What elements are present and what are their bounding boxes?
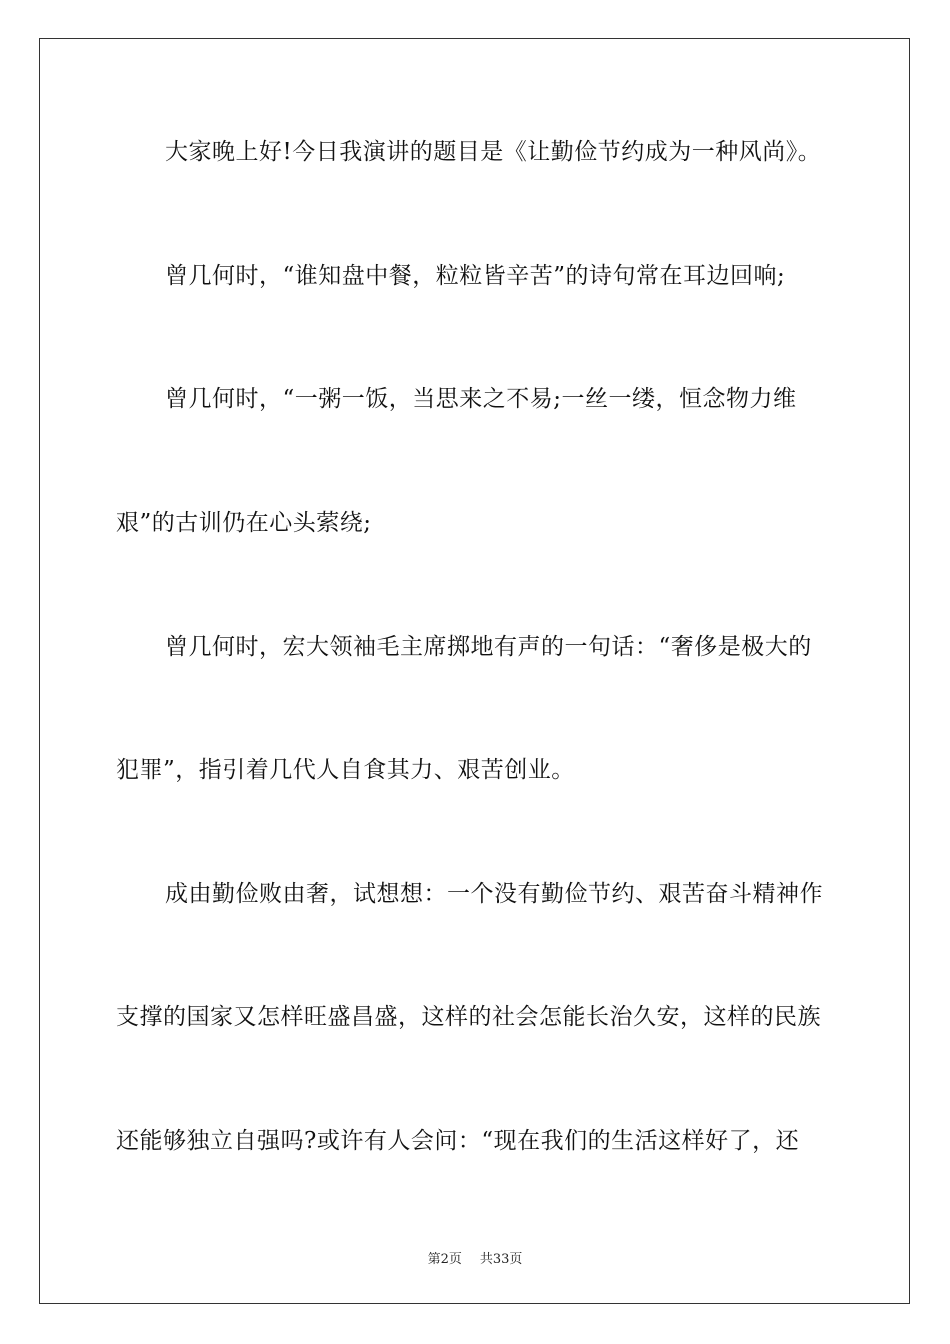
page-footer bbox=[0, 1248, 950, 1267]
paragraph-line-4: 艰”的古训仍在心头萦绕; bbox=[116, 510, 372, 536]
total-pages: 共33页 bbox=[479, 1252, 523, 1267]
page-border bbox=[39, 38, 910, 1304]
paragraph-line-8: 支撑的国家又怎样旺盛昌盛，这样的社会怎能长治久安，这样的民族 bbox=[116, 1004, 821, 1030]
paragraph-line-7: 成由勤俭败由奢，试想想：一个没有勤俭节约、艰苦奋斗精神作 bbox=[165, 881, 823, 907]
paragraph-line-2: 曾几何时，“谁知盘中餐，粒粒皆辛苦”的诗句常在耳边回响; bbox=[165, 263, 786, 289]
paragraph-line-1: 大家晚上好!今日我演讲的题目是《让勤俭节约成为一种风尚》。 bbox=[165, 139, 822, 165]
paragraph-line-9: 还能够独立自强吗?或许有人会问：“现在我们的生活这样好了，还 bbox=[116, 1128, 800, 1154]
paragraph-line-5: 曾几何时，宏大领袖毛主席掷地有声的一句话：“奢侈是极大的 bbox=[165, 634, 812, 660]
paragraph-line-3: 曾几何时，“一粥一饭，当思来之不易;一丝一缕，恒念物力维 bbox=[165, 386, 797, 412]
paragraph-line-6: 犯罪”，指引着几代人自食其力、艰苦创业。 bbox=[116, 757, 575, 783]
page-number: 第2页 bbox=[427, 1252, 462, 1267]
